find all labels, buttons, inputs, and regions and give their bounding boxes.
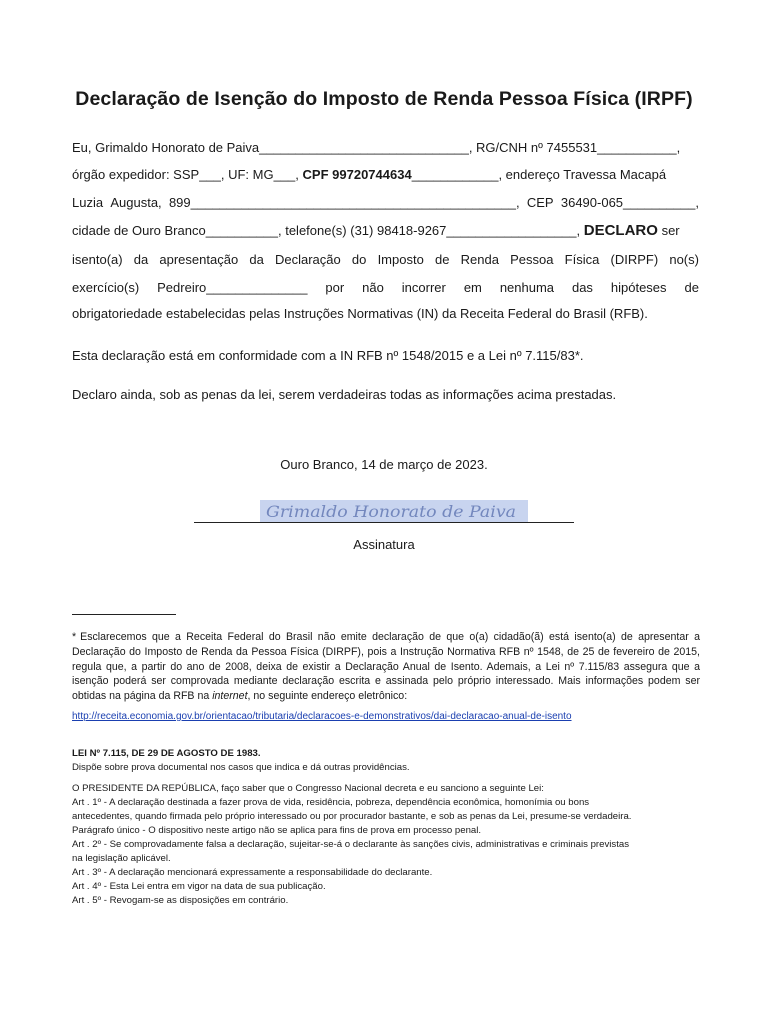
word: do [351,252,367,267]
word: Augusta, [110,195,162,210]
word: por [325,280,345,295]
law-heading: LEI Nº 7.115, DE 29 DE AGOSTO DE 1983. [72,748,261,759]
word: Declaração [274,252,341,267]
address-text: ____________, endereço Travessa Macapá [411,167,667,182]
word: CEP [526,195,554,210]
word: de [434,252,450,267]
word: não [362,280,384,295]
footnote-text-end: , no seguinte endereço eletrônico: [247,690,408,703]
document-title: Declaração de Isenção do Imposto de Renda Pessoa Física (IRPF) [75,88,693,110]
word: 899_____________________________________________, [168,195,520,210]
footnote-internet: internet [212,690,248,703]
rfb-link[interactable]: http://receita.economia.gov.br/orientacao/tributaria/declaracoes-e-demonstrativos/dai-declaracao-anual-de-isento [72,711,572,722]
footnote-text: Esclarecemos que a Receita Federal do Brasil não emite declaração de que o(a) cidadão(ã) está isento(a) de apresentar a Declaração do Imposto de Renda da Pessoa Física (DIRPF), pois a Instrução Normativa RFB nº 1548, de 25 de fevereiro de 2015, regula que, a partir do ano de 2008, deixa de existir a Declaração Anual de Isento. Ademais, a Lei nº 7.115/83 assegura que a isenção poderá ser comprovada mediante declaração escrita e assinada pelo próprio interessado. Mais informações podem ser obtidas na página da RFB na [72,631,700,703]
body-line-1 [72,139,699,157]
city-phone-text: cidade de Ouro Branco__________, telefone(s) (31) 98418-9267__________________, [72,223,581,238]
word: em [463,280,482,295]
law-art2-line2: na legislação aplicável. [72,853,171,864]
body-line-3 [72,194,699,212]
word: de [684,280,699,295]
law-art1-line2: antecedentes, quando firmada pelo próprio interessado ou por procurador bastante, e sob as penas da Lei, presume-se verdadeira. [72,811,632,822]
word: Renda [460,252,499,267]
word: hipóteses [610,280,667,295]
body-line-4 [72,222,699,242]
body-line-5 [72,251,699,269]
law-art1-line1: Art . 1º - A declaração destinada a fazer prova de vida, residência, pobreza, dependência econômica, homonímia ou bons [72,797,590,808]
law-art1-paragraph: Parágrafo único - O dispositivo neste artigo não se aplica para fins de prova em processo penal. [72,825,482,836]
word: da [133,252,149,267]
word: isento(a) [72,252,123,267]
footnote-divider [72,614,176,615]
word: exercício(s) [72,280,140,295]
conformity-statement: Esta declaração está em conformidade com a IN RFB nº 1548/2015 e a Lei nº 7.115/83*. [72,348,584,363]
signature-handwriting: Grimaldo Honorato de Paiva [266,502,516,521]
word: nenhuma [499,280,555,295]
footnote-link-row [72,710,700,725]
handwritten-signature-icon [260,500,528,523]
word: 36490-065__________, [560,195,699,210]
word: incorrer [401,280,446,295]
law-preamble: O PRESIDENTE DA REPÚBLICA, faço saber que o Congresso Nacional decreta e eu sanciono a seguinte Lei: [72,783,544,794]
word: das [571,280,593,295]
law-summary: Dispõe sobre prova documental nos casos que indica e dá outras providências. [72,762,410,773]
issuer-text: órgão expedidor: SSP___, UF: MG___, [72,167,299,182]
truth-statement: Declaro ainda, sob as penas da lei, serem verdadeiras todas as informações acima prestadas. [72,387,617,402]
law-art4: Art . 4º - Esta Lei entra em vigor na data de sua publicação. [72,881,326,892]
signature-label: Assinatura [353,537,415,552]
law-art3: Art . 3º - A declaração mencionará expressamente a responsabilidade do declarante. [72,867,433,878]
word: Imposto [377,252,424,267]
word: ser [661,223,680,238]
body-line-1-text: Eu, Grimaldo Honorato de Paiva_____________________________, RG/CNH nº 7455531___________, [72,140,681,155]
word: Pedreiro______________ [157,280,308,295]
word: Física [564,252,600,267]
declaro-word: DECLARO [583,222,658,239]
word: apresentação [159,252,239,267]
word: no(s) [669,252,699,267]
word: Luzia [72,195,104,210]
body-line-6 [72,279,699,297]
signature-line [194,522,574,523]
law-art5: Art . 5º - Revogam-se as disposições em contrário. [72,895,289,906]
word: (DIRPF) [610,252,659,267]
word: da [249,252,264,267]
signature-image [260,500,528,523]
footnote [72,630,700,704]
footnote-marker: * [72,631,77,643]
word: Pessoa [510,252,554,267]
body-line-7: obrigatoriedade estabelecidas pelas Instruções Normativas (IN) da Receita Federal do Brasil (RFB). [72,306,648,321]
cpf-text: CPF 99720744634 [302,167,412,182]
place-date: Ouro Branco, 14 de março de 2023. [280,457,488,472]
law-art2-line1: Art . 2º - Se comprovadamente falsa a declaração, sujeitar-se-á o declarante às sanções civis, administrativas e criminais previstas [72,839,629,850]
body-line-2 [72,166,699,184]
